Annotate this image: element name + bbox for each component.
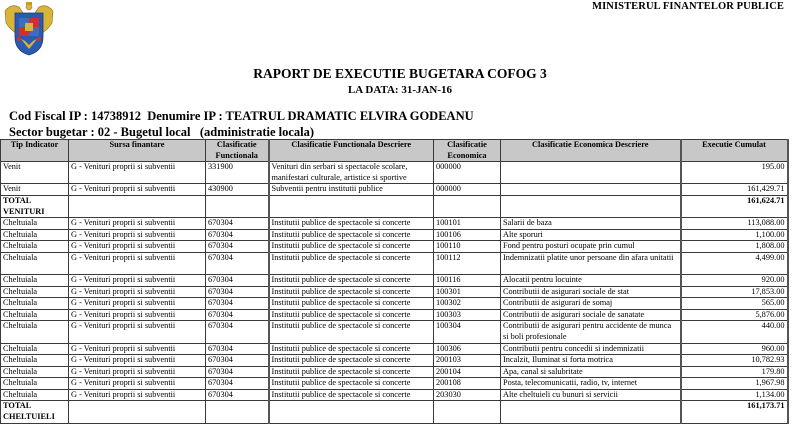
cell-clasificatie-functionala-descriere: Institutii publice de spectacole si concerte xyxy=(269,389,434,401)
entity-info: Cod Fiscal IP : 14738912 Denumire IP : TEATRUL DRAMATIC ELVIRA GODEANU xyxy=(9,109,474,123)
cell-tip-indicator: Cheltuiala xyxy=(1,366,69,378)
table-body xyxy=(1,162,788,423)
cell-clasificatie-functionala: 670304 xyxy=(206,229,269,241)
cell-clasificatie-economica-descriere: Posta, telecomunicatii, radio, tv, internet xyxy=(501,378,681,390)
cell-clasificatie-functionala-descriere: Institutii publice de spectacole si concerte xyxy=(269,229,434,241)
table-row xyxy=(1,389,788,401)
cell-tip-indicator: Venit xyxy=(1,184,69,196)
cell-clasificatie-functionala: 670304 xyxy=(206,298,269,310)
col-header-clasificatie-functionala-descriere: Clasificatie Functionala Descriere xyxy=(269,140,434,162)
cell-sursa-finantare: G - Venituri proprii si subventii xyxy=(69,218,206,230)
table-row xyxy=(1,309,788,321)
cell-clasificatie-economica: 100301 xyxy=(434,286,501,298)
cell-tip-indicator: Cheltuiala xyxy=(1,378,69,390)
cell-clasificatie-economica-descriere: Contributii de asigurari pentru accidente de munca si boli profesionale xyxy=(501,321,681,343)
cell-clasificatie-functionala: 670304 xyxy=(206,241,269,253)
cell-tip-indicator: Cheltuiala xyxy=(1,241,69,253)
budget-execution-table xyxy=(0,139,789,424)
cell-clasificatie-economica-descriere: Contributii de asigurari sociale de sanatate xyxy=(501,309,681,321)
cell-sursa-finantare: G - Venituri proprii si subventii xyxy=(69,355,206,367)
cell-clasificatie-economica-descriere: Alte cheltuieli cu bunuri si servicii xyxy=(501,389,681,401)
cell-clasificatie-functionala-descriere: Subventii pentru institutii publice xyxy=(269,184,434,196)
cell-tip-indicator: Cheltuiala xyxy=(1,229,69,241)
cell-clasificatie-functionala-descriere xyxy=(269,401,434,423)
cell-tip-indicator: Cheltuiala xyxy=(1,298,69,310)
cell-clasificatie-economica: 100110 xyxy=(434,241,501,253)
cell-clasificatie-functionala-descriere: Institutii publice de spectacole si concerte xyxy=(269,378,434,390)
cell-clasificatie-economica: 000000 xyxy=(434,162,501,184)
cell-sursa-finantare: G - Venituri proprii si subventii xyxy=(69,309,206,321)
table-row xyxy=(1,378,788,390)
cell-clasificatie-economica-descriere: Salarii de baza xyxy=(501,218,681,230)
cell-tip-indicator: Cheltuiala xyxy=(1,286,69,298)
cell-sursa-finantare: G - Venituri proprii si subventii xyxy=(69,321,206,343)
cell-tip-indicator: Cheltuiala xyxy=(1,355,69,367)
cell-clasificatie-economica-descriere: Alocatii pentru locuinte xyxy=(501,274,681,286)
cell-clasificatie-functionala: 670304 xyxy=(206,286,269,298)
cell-clasificatie-functionala: 430900 xyxy=(206,184,269,196)
report-title: RAPORT DE EXECUTIE BUGETARA COFOG 3 xyxy=(253,66,547,81)
cell-clasificatie-functionala-descriere: Institutii publice de spectacole si concerte xyxy=(269,274,434,286)
cell-tip-indicator: Cheltuiala xyxy=(1,309,69,321)
cell-clasificatie-economica: 100306 xyxy=(434,343,501,355)
cell-clasificatie-functionala-descriere: Institutii publice de spectacole si concerte xyxy=(269,366,434,378)
cell-clasificatie-functionala: 670304 xyxy=(206,378,269,390)
cell-executie-cumulat: 10,782.93 xyxy=(681,355,788,367)
cell-executie-cumulat: 195.00 xyxy=(681,162,788,184)
cell-sursa-finantare: G - Venituri proprii si subventii xyxy=(69,286,206,298)
cell-executie-cumulat: 1,808.00 xyxy=(681,241,788,253)
cell-clasificatie-economica: 203030 xyxy=(434,389,501,401)
cell-clasificatie-economica: 200108 xyxy=(434,378,501,390)
cell-sursa-finantare: G - Venituri proprii si subventii xyxy=(69,241,206,253)
col-header-clasificatie-economica-descriere: Clasificatie Economica Descriere xyxy=(501,140,681,162)
cell-clasificatie-economica: 100304 xyxy=(434,321,501,343)
cell-sursa-finantare: G - Venituri proprii si subventii xyxy=(69,389,206,401)
table-row xyxy=(1,343,788,355)
cell-executie-cumulat: 440.00 xyxy=(681,321,788,343)
cell-clasificatie-functionala: 670304 xyxy=(206,389,269,401)
cell-clasificatie-economica: 100302 xyxy=(434,298,501,310)
cell-sursa-finantare: G - Venituri proprii si subventii xyxy=(69,229,206,241)
cell-executie-cumulat: 161,429.71 xyxy=(681,184,788,196)
cell-clasificatie-functionala-descriere: Institutii publice de spectacole si concerte xyxy=(269,298,434,310)
cell-sursa-finantare: G - Venituri proprii si subventii xyxy=(69,252,206,274)
cell-tip-indicator: Cheltuiala xyxy=(1,274,69,286)
cell-clasificatie-economica-descriere: Alte sporuri xyxy=(501,229,681,241)
cell-clasificatie-functionala: 670304 xyxy=(206,321,269,343)
cell-clasificatie-economica: 100106 xyxy=(434,229,501,241)
col-header-clasificatie-economica: Clasificatie Economica xyxy=(434,140,501,162)
table-row xyxy=(1,286,788,298)
cell-clasificatie-economica: 000000 xyxy=(434,184,501,196)
col-header-executie-cumulat: Executie Cumulat xyxy=(681,140,788,162)
cell-clasificatie-economica-descriere: Indemnizatii platite unor persoane din afara unitatii xyxy=(501,252,681,274)
cell-sursa-finantare: G - Venituri proprii si subventii xyxy=(69,184,206,196)
cell-clasificatie-functionala: 670304 xyxy=(206,218,269,230)
table-row xyxy=(1,274,788,286)
cell-tip-indicator: Cheltuiala xyxy=(1,389,69,401)
cell-clasificatie-functionala-descriere: Institutii publice de spectacole si concerte xyxy=(269,218,434,230)
cell-sursa-finantare: G - Venituri proprii si subventii xyxy=(69,162,206,184)
cell-tip-indicator: Cheltuiala xyxy=(1,321,69,343)
cell-clasificatie-economica-descriere: Contributii de asigurari de somaj xyxy=(501,298,681,310)
table-row xyxy=(1,298,788,310)
cell-sursa-finantare xyxy=(69,195,206,217)
cell-executie-cumulat: 179.80 xyxy=(681,366,788,378)
cell-executie-cumulat: 5,876.00 xyxy=(681,309,788,321)
col-header-clasificatie-functionala: Clasificatie Functionala xyxy=(206,140,269,162)
cell-executie-cumulat: 960.00 xyxy=(681,343,788,355)
cell-tip-indicator: Cheltuiala xyxy=(1,252,69,274)
cell-clasificatie-functionala-descriere: Institutii publice de spectacole si concerte xyxy=(269,321,434,343)
cell-sursa-finantare xyxy=(69,401,206,423)
cell-executie-cumulat: 1,134.00 xyxy=(681,389,788,401)
cell-clasificatie-economica: 200103 xyxy=(434,355,501,367)
report-date: LA DATA: 31-JAN-16 xyxy=(347,84,453,96)
cell-sursa-finantare: G - Venituri proprii si subventii xyxy=(69,378,206,390)
table-row xyxy=(1,162,788,184)
table-row xyxy=(1,184,788,196)
col-header-sursa-finantare: Sursa finantare xyxy=(69,140,206,162)
cell-clasificatie-economica: 100116 xyxy=(434,274,501,286)
cell-clasificatie-economica-descriere: Apa, canal si salubritate xyxy=(501,366,681,378)
table-header-row xyxy=(1,140,788,162)
cell-clasificatie-economica: 100303 xyxy=(434,309,501,321)
cell-executie-cumulat: 4,499.00 xyxy=(681,252,788,274)
table-row xyxy=(1,252,788,274)
cell-clasificatie-economica-descriere: Fond pentru posturi ocupate prin cumul xyxy=(501,241,681,253)
cell-executie-cumulat: 920.00 xyxy=(681,274,788,286)
budget-sector: Sector bugetar : 02 - Bugetul local (administratie locala) xyxy=(9,125,315,139)
table-row xyxy=(1,241,788,253)
cell-sursa-finantare: G - Venituri proprii si subventii xyxy=(69,274,206,286)
cell-clasificatie-functionala-descriere: Institutii publice de spectacole si concerte xyxy=(269,252,434,274)
cell-tip-indicator: TOTAL VENITURI xyxy=(1,195,69,217)
cell-clasificatie-functionala: 670304 xyxy=(206,274,269,286)
cell-clasificatie-functionala-descriere: Institutii publice de spectacole si concerte xyxy=(269,241,434,253)
col-header-tip-indicator: Tip Indicator xyxy=(1,140,69,162)
cell-tip-indicator: Venit xyxy=(1,162,69,184)
cell-executie-cumulat: 161,624.71 xyxy=(681,195,788,217)
cell-clasificatie-economica-descriere xyxy=(501,195,681,217)
cell-clasificatie-economica-descriere xyxy=(501,184,681,196)
cell-clasificatie-functionala: 670304 xyxy=(206,252,269,274)
cell-clasificatie-economica: 100112 xyxy=(434,252,501,274)
cell-tip-indicator: Cheltuiala xyxy=(1,343,69,355)
cell-clasificatie-functionala-descriere: Venituri din serbari si spectacole scolare, manifestari culturale, artistice si sportive xyxy=(269,162,434,184)
table-row xyxy=(1,321,788,343)
cell-tip-indicator: TOTAL CHELTUIELI xyxy=(1,401,69,423)
cell-clasificatie-economica: 100101 xyxy=(434,218,501,230)
cell-tip-indicator: Cheltuiala xyxy=(1,218,69,230)
cell-clasificatie-economica-descriere xyxy=(501,162,681,184)
cell-clasificatie-economica-descriere: Incalzit, Iluminat si forta motrica xyxy=(501,355,681,367)
cell-clasificatie-functionala: 670304 xyxy=(206,343,269,355)
cell-clasificatie-economica-descriere: Contributii de asigurari sociale de stat xyxy=(501,286,681,298)
cell-executie-cumulat: 113,088.00 xyxy=(681,218,788,230)
cell-executie-cumulat: 565.00 xyxy=(681,298,788,310)
cell-clasificatie-functionala-descriere: Institutii publice de spectacole si concerte xyxy=(269,343,434,355)
cell-clasificatie-functionala-descriere: Institutii publice de spectacole si concerte xyxy=(269,309,434,321)
cell-sursa-finantare: G - Venituri proprii si subventii xyxy=(69,343,206,355)
cell-executie-cumulat: 1,100.00 xyxy=(681,229,788,241)
romania-coat-of-arms-icon xyxy=(3,1,55,56)
cell-clasificatie-functionala xyxy=(206,401,269,423)
cell-clasificatie-functionala-descriere: Institutii publice de spectacole si concerte xyxy=(269,355,434,367)
table-total-row xyxy=(1,195,788,217)
table-total-row xyxy=(1,401,788,423)
cell-clasificatie-economica: 200104 xyxy=(434,366,501,378)
cell-clasificatie-economica-descriere xyxy=(501,401,681,423)
cell-clasificatie-economica-descriere: Contributii pentru concedii si indemnizatii xyxy=(501,343,681,355)
cell-clasificatie-functionala xyxy=(206,195,269,217)
table-row xyxy=(1,366,788,378)
cell-executie-cumulat: 161,173.71 xyxy=(681,401,788,423)
cell-clasificatie-functionala: 670304 xyxy=(206,309,269,321)
ministry-name: MINISTERUL FINANTELOR PUBLICE xyxy=(592,1,784,12)
cell-clasificatie-functionala: 670304 xyxy=(206,366,269,378)
cell-clasificatie-economica xyxy=(434,401,501,423)
table-row xyxy=(1,218,788,230)
cell-executie-cumulat: 17,853.00 xyxy=(681,286,788,298)
cell-clasificatie-functionala-descriere: Institutii publice de spectacole si concerte xyxy=(269,286,434,298)
cell-sursa-finantare: G - Venituri proprii si subventii xyxy=(69,366,206,378)
cell-clasificatie-economica xyxy=(434,195,501,217)
cell-executie-cumulat: 1,967.98 xyxy=(681,378,788,390)
table-row xyxy=(1,229,788,241)
cell-clasificatie-functionala: 670304 xyxy=(206,355,269,367)
cell-clasificatie-functionala-descriere xyxy=(269,195,434,217)
cell-clasificatie-functionala: 331900 xyxy=(206,162,269,184)
table-row xyxy=(1,355,788,367)
cell-sursa-finantare: G - Venituri proprii si subventii xyxy=(69,298,206,310)
